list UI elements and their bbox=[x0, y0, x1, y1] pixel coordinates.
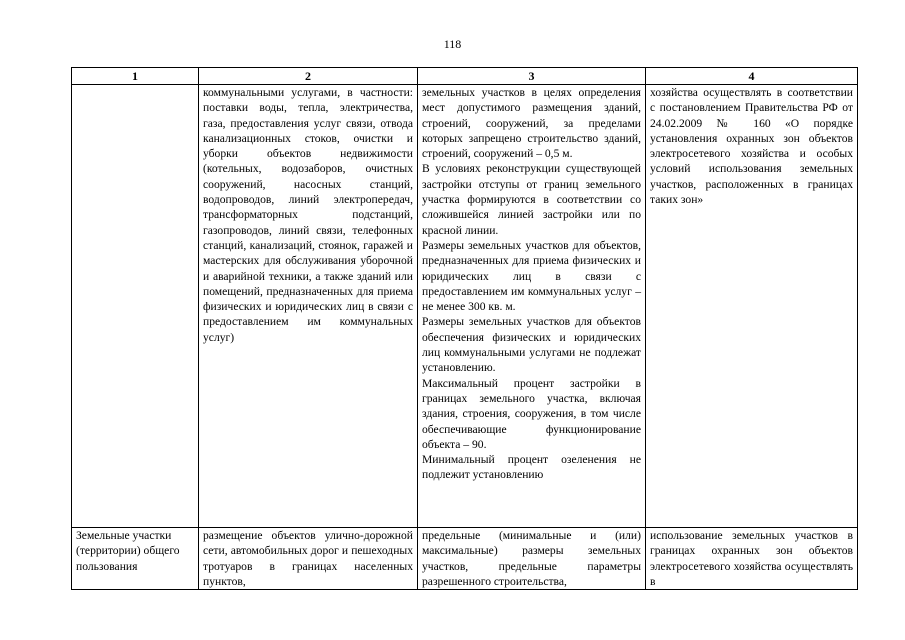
row2-col2-text: размещение объектов улично-дорожной сети, автомобильных дорог и пешеходных тротуаров в границах населенных пунктов, bbox=[203, 529, 413, 588]
row1-col4-cell bbox=[646, 85, 858, 528]
row2-col3-cell bbox=[418, 528, 646, 590]
row1-col3-paragraph-6: Минимальный процент озеленения не подлежит установлению bbox=[422, 453, 641, 482]
column-header-4: 4 bbox=[646, 68, 858, 85]
row2-col1-cell bbox=[72, 528, 199, 590]
row1-col2-cell bbox=[199, 85, 418, 528]
column-header-3: 3 bbox=[418, 68, 646, 85]
row1-col3-paragraph-5: Максимальный процент застройки в границах земельного участка, включая здания, строения, сооружения, в том числе обеспечивающие функционирование объекта – 90. bbox=[422, 376, 641, 451]
regulations-table bbox=[71, 67, 858, 590]
row1-col3-paragraph-4: Размеры земельных участков для объектов обеспечения физических и юридических лиц коммунальными услугами не подлежат установлению. bbox=[422, 315, 641, 375]
row2-col4-text: использование земельных участков в границах охранных зон объектов электросетевого хозяйства осуществлять в bbox=[650, 529, 853, 588]
row1-col3-paragraph-2: В условиях реконструкции существующей застройки отступы от границ земельного участка формируются в соответствии со сложившейся линией застройки или по красной линии. bbox=[422, 162, 641, 237]
row2-col3-text: предельные (минимальные и (или) максимальные) размеры земельных участков, предельные параметры разрешенного строительства, bbox=[422, 529, 641, 588]
row1-col3-cell bbox=[418, 85, 646, 528]
table-row bbox=[72, 85, 858, 528]
row1-col2-text: коммунальными услугами, в частности: поставки воды, тепла, электричества, газа, предоставления услуг связи, отвода канализационных стоков, очистки и уборки объектов недвижимости (котельных, водозаборов, очистных сооружений, насосных станций, водопроводов, линий электропередач, трансформаторных подстанций, газопроводов, линий связи, телефонных станций, канализаций, стоянок, гаражей и мастерских для обслуживания уборочной и аварийной техники, а также зданий или помещений, предназначенных для приема физических и юридических лиц в связи с предоставлением им коммунальных услуг) bbox=[203, 86, 413, 344]
row1-col3-paragraph-1: земельных участков в целях определения мест допустимого размещения зданий, строений, сооружений, за пределами которых запрещено строительство зданий, строений, сооружений – 0,5 м. bbox=[422, 86, 641, 161]
row2-col1-text: Земельные участки (территории) общего пользования bbox=[76, 529, 180, 573]
table-header-row bbox=[72, 68, 858, 85]
column-header-1: 1 bbox=[72, 68, 199, 85]
page-number: 118 bbox=[443, 37, 462, 51]
row1-col1-cell bbox=[72, 85, 199, 528]
row1-col3-paragraph-3: Размеры земельных участков для объектов, предназначенных для приема физических и юридических лиц в связи с предоставлением им коммунальных услуг – не менее 300 кв. м. bbox=[422, 238, 641, 314]
row2-col2-cell bbox=[199, 528, 418, 590]
row2-col4-cell bbox=[646, 528, 858, 590]
column-header-2: 2 bbox=[199, 68, 418, 85]
row1-col4-text: хозяйства осуществлять в соответствии с постановлением Правительства РФ от 24.02.2009 № 160 «О порядке установления охранных зон объектов электросетевого хозяйства и особых условий использования земельных участков, расположенных в границах таких зон» bbox=[650, 86, 853, 207]
table-row bbox=[72, 528, 858, 590]
